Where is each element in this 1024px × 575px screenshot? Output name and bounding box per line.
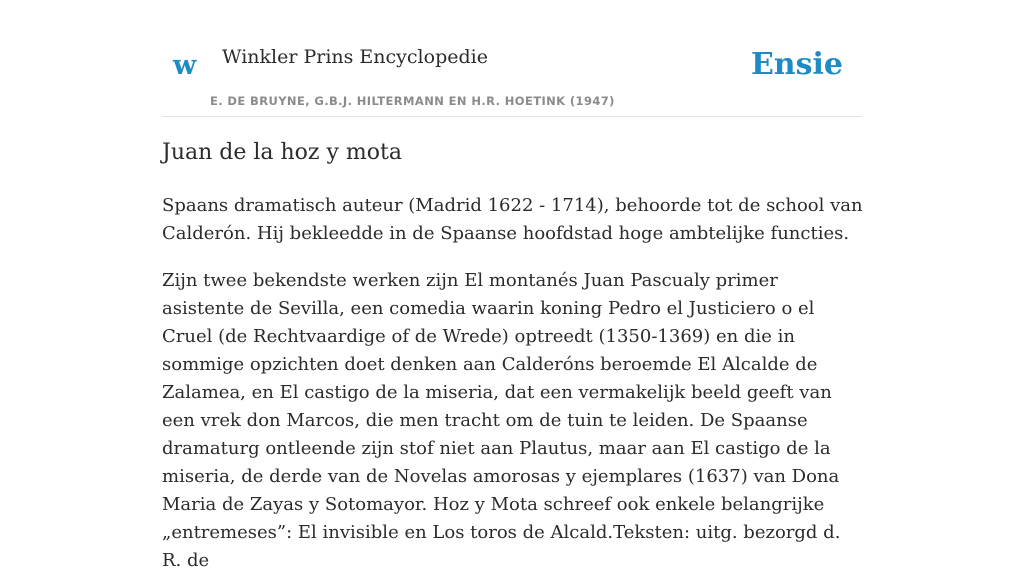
article-paragraph: Spaans dramatisch auteur (Madrid 1622 - 1714), behoorde tot de school van Calderón. Hij bekleedde in de Spaanse hoofdstad hoge ambtelijke functies. bbox=[162, 195, 863, 244]
publication-title[interactable]: Winkler Prins Encyclopedie bbox=[222, 46, 488, 68]
winkler-prins-logo-icon[interactable]: w bbox=[173, 50, 197, 81]
article-paragraph: Zijn twee bekendste werken zijn El montanés Juan Pascualy primer asistente de Sevilla, een comedia waarin koning Pedro el Justiciero o el Cruel (de Rechtvaardige of de Wrede) optreedt (1350-1369) en die in sommige opzichten doet denken aan Calderóns beroemde El Alcalde de Zalamea, en El castigo de la miseria, dat een vermakelijk beeld geeft van een vrek don Marcos, die men tracht om de tuin te leiden. De Spaanse dramaturg ontleende zijn stof niet aan Plautus, maar aan El castigo de la miseria, de derde van de Novelas amorosas y ejemplares (1637) van Dona Maria de Zayas y Sotomayor. Hoz y Mota schreef ook enkele belangrijke „entremeses”: El invisible en Los toros de Alcald.Teksten: uitg. bezorgd d. R. de bbox=[162, 270, 841, 571]
article-title: Juan de la hoz y mota bbox=[162, 140, 402, 165]
publication-authors: E. DE BRUYNE, G.B.J. HILTERMANN EN H.R. HOETINK (1947) bbox=[210, 94, 615, 108]
ensie-home-link[interactable]: Ensie bbox=[750, 47, 843, 82]
header bbox=[162, 0, 862, 117]
